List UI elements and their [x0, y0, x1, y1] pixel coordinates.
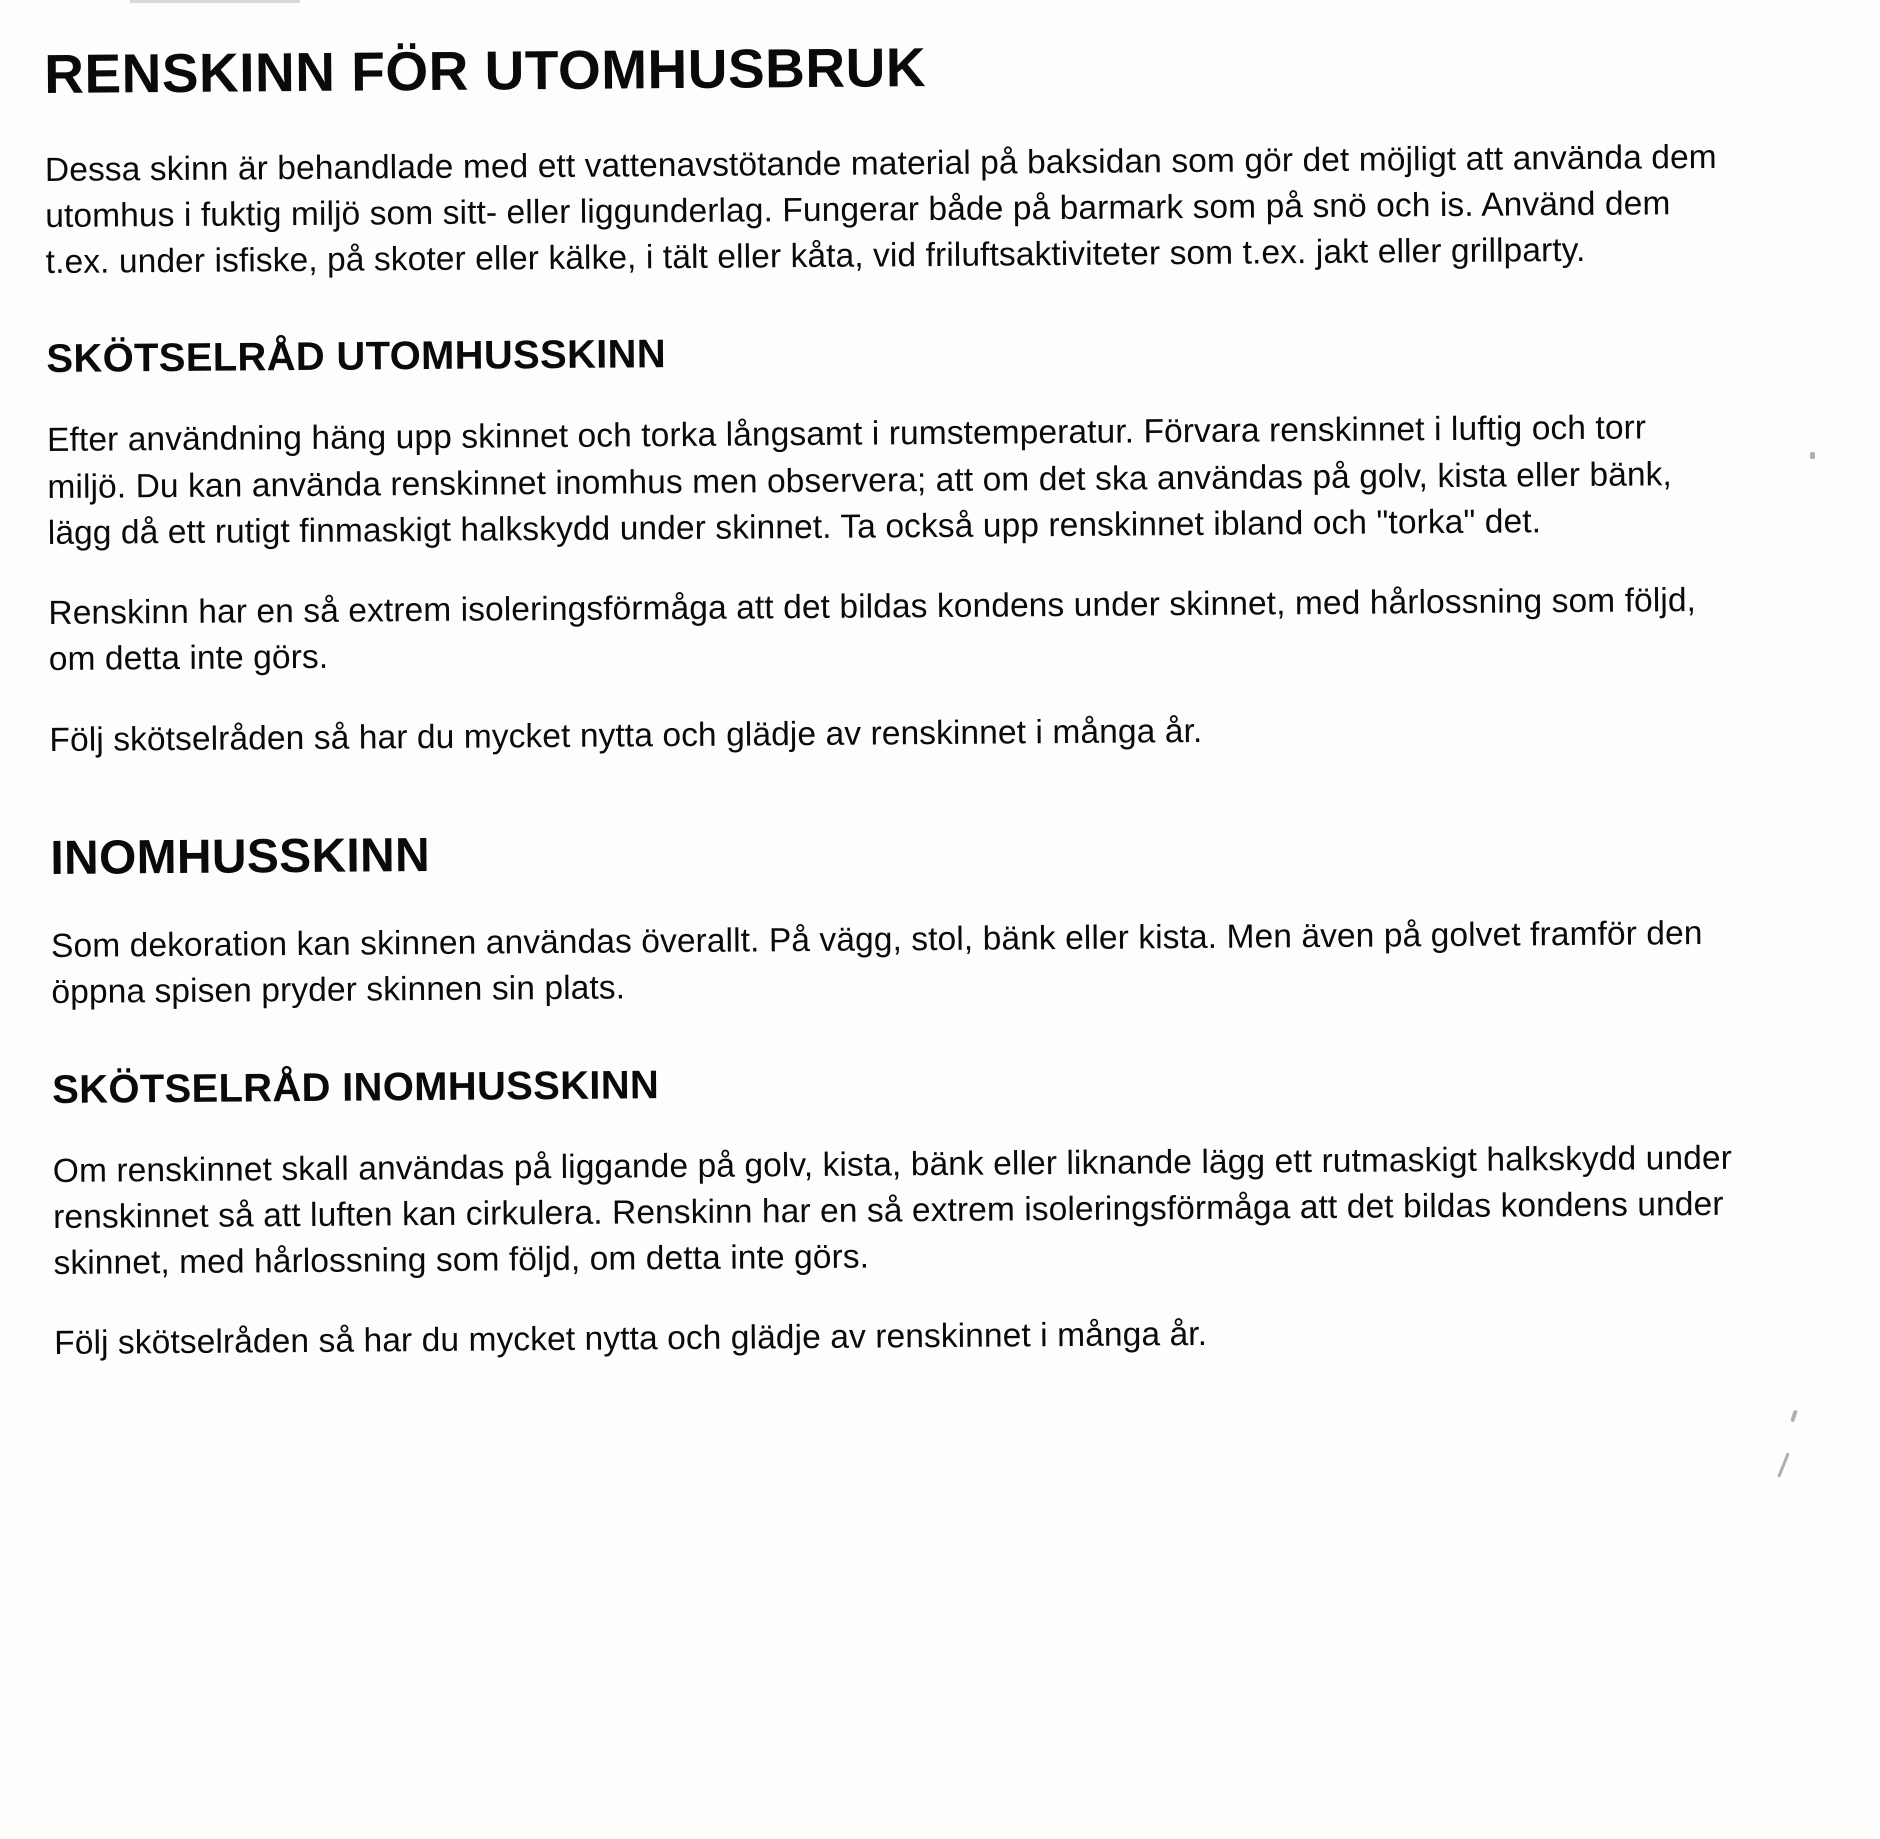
section-heading-inomhusskinn: INOMHUSSKINN	[50, 828, 431, 885]
intro-paragraph: Dessa skinn är behandlade med ett vattenavstötande material på baksidan som gör det möjligt att använda dem utomhus i fuktig miljö som sitt- eller liggunderlag. Fungerar både på barmark som på snö och is. Använd dem t.ex. under isfiske, på skoter eller kälke, i tält eller kåta, vid friluftsaktiviteter som t.ex. jakt eller grillparty.	[44, 138, 1717, 282]
page-title: RENSKINN FÖR UTOMHUSBRUK	[43, 36, 927, 105]
section-paragraph: Som dekoration kan skinnen användas överallt. På vägg, stol, bänk eller kista. Men även på golvet framför den öppna spisen pryder skinnen sin plats.	[50, 915, 1703, 1012]
section-paragraph: Följ skötselråden så har du mycket nytta och glädje av renskinnet i många år.	[54, 1316, 1208, 1363]
section-paragraph: Följ skötselråden så har du mycket nytta och glädje av renskinnet i många år.	[49, 712, 1203, 759]
document-body	[44, 33, 1735, 1402]
scan-speck	[1810, 452, 1815, 459]
section-paragraph: Om renskinnet skall användas på liggande på golv, kista, bänk eller liknande lägg ett rutmaskigt halkskydd under renskinnet så att luften kan cirkulera. Renskinn har en så extrem isoleringsförmåga att det bildas kondens under skinnet, med hårlossning som följd, om detta inte görs.	[52, 1139, 1733, 1282]
section-paragraph: Efter användning häng upp skinnet och torka långsamt i rumstemperatur. Förvara renskinnet i luftig och torr miljö. Du kan använda renskinnet inomhus men observera; att om det ska användas på golv, kista eller bänk, lägg då ett rutigt finmaskigt halkskydd under skinnet. Ta också upp renskinnet ibland och "torka" det.	[46, 409, 1673, 552]
section-heading-skotselrad-utomhusskinn: SKÖTSELRÅD UTOMHUSSKINN	[46, 332, 667, 382]
scan-edge-artifact	[130, 0, 300, 3]
scan-speck	[1790, 1410, 1798, 1423]
scan-speck	[1777, 1452, 1790, 1477]
section-heading-skotselrad-inomhusskinn: SKÖTSELRÅD INOMHUSSKINN	[52, 1062, 660, 1112]
section-paragraph: Renskinn har en så extrem isoleringsförmåga att det bildas kondens under skinnet, med hårlossning som följd, om detta inte görs.	[48, 582, 1697, 679]
